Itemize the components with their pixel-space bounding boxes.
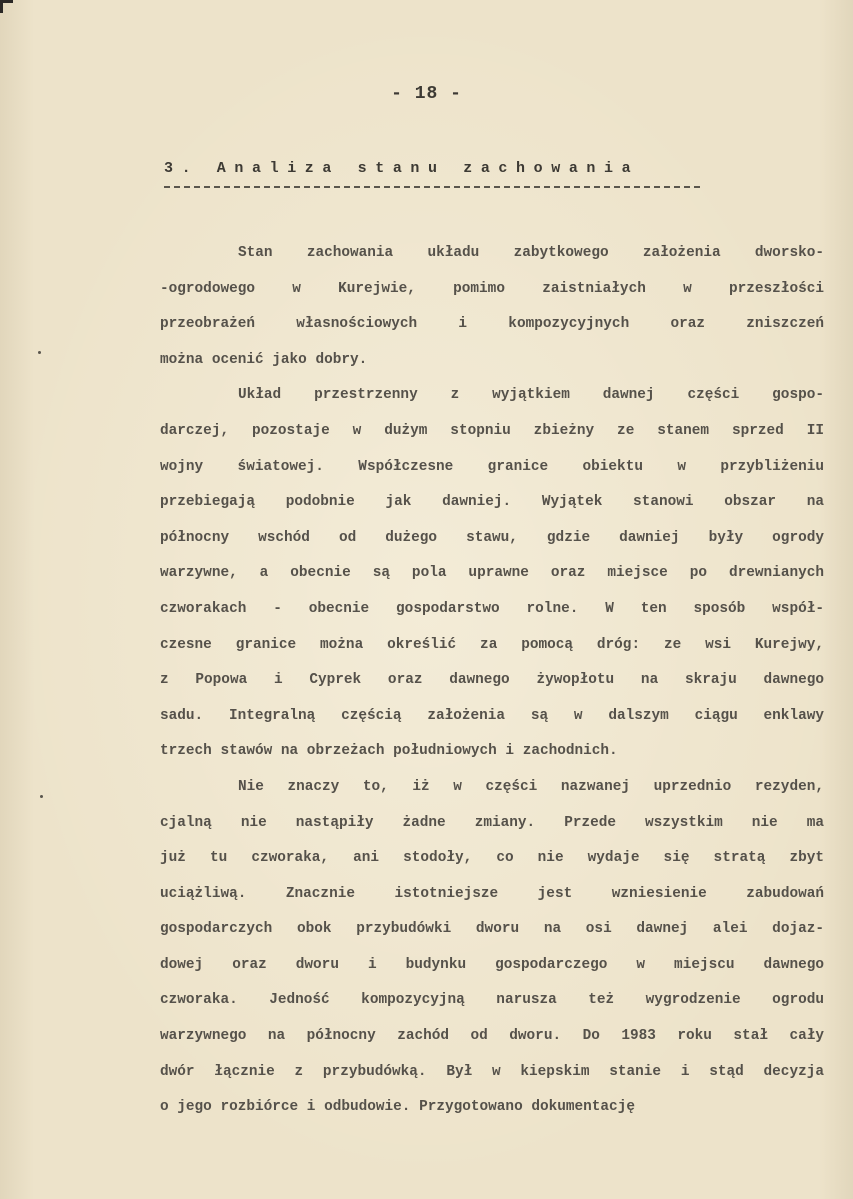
text-line: już tu czworaka, ani stodoły, co nie wydaje się stratą zbyt [160, 850, 824, 867]
section-heading: 3. Analiza stanu zachowania [164, 160, 640, 177]
page-number: - 18 - [391, 84, 462, 104]
text-line: darczej, pozostaje w dużym stopniu zbieżny ze stanem sprzed II [160, 422, 824, 439]
text-line: -ogrodowego w Kurejwie, pomimo zaistniałych w przeszłości [160, 280, 824, 297]
text-line: dowej oraz dworu i budynku gospodarczego w miejscu dawnego [160, 956, 824, 973]
text-line: Stan zachowania układu zabytkowego założenia dworsko- [238, 245, 824, 261]
body-text [160, 236, 824, 1126]
text-line: można ocenić jako dobry. [160, 351, 368, 368]
text-line: czesne granice można określić za pomocą dróg: ze wsi Kurejwy, [160, 636, 824, 653]
scan-speck [40, 795, 43, 798]
text-line: czworaka. Jedność kompozycyjną narusza też wygrodzenie ogrodu [160, 992, 824, 1009]
text-line: o jego rozbiórce i odbudowie. Przygotowano dokumentację [160, 1099, 635, 1116]
text-line: gospodarczych obok przybudówki dworu na osi dawnej alei dojaz- [160, 921, 824, 938]
text-line: przebiegają podobnie jak dawniej. Wyjątek stanowi obszar na [160, 494, 824, 511]
scan-speck [38, 351, 41, 354]
heading-underline [164, 186, 700, 188]
text-line: z Popowa i Cyprek oraz dawnego żywopłotu na skraju dawnego [160, 672, 824, 689]
text-line: cjalną nie nastąpiły żadne zmiany. Przede wszystkim nie ma [160, 814, 824, 831]
text-line: przeobrażeń własnościowych i kompozycyjnych oraz zniszczeń [160, 316, 824, 333]
text-line: dwór łącznie z przybudówką. Był w kiepskim stanie i stąd decyzja [160, 1063, 824, 1080]
text-line: trzech stawów na obrzeżach południowych i zachodnich. [160, 743, 618, 760]
text-line: Nie znaczy to, iż w części nazwanej uprzednio rezyden, [238, 778, 824, 795]
scan-corner-mark [0, 0, 13, 13]
text-line: czworakach - obecnie gospodarstwo rolne. W ten sposób współ- [160, 600, 824, 617]
text-line: warzywnego na północny zachód od dworu. Do 1983 roku stał cały [160, 1028, 824, 1045]
text-line: uciążliwą. Znacznie istotniejsze jest wzniesienie zabudowań [160, 885, 824, 902]
text-line: sadu. Integralną częścią założenia są w dalszym ciągu enklawy [160, 707, 824, 724]
text-line: wojny światowej. Współczesne granice obiektu w przybliżeniu [160, 458, 824, 475]
text-line: warzywne, a obecnie są pola uprawne oraz miejsce po drewnianych [160, 565, 824, 582]
text-line: Układ przestrzenny z wyjątkiem dawnej części gospo- [238, 387, 824, 404]
text-line: północny wschód od dużego stawu, gdzie dawniej były ogrody [160, 529, 824, 546]
